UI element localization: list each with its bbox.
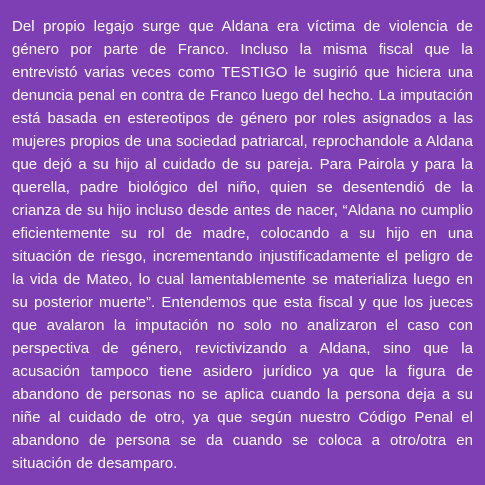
body-paragraph: Del propio legajo surge que Aldana era víctima de violencia de género por parte de Franco. Incluso la misma fiscal que la entrevistó varias veces como TESTIGO le sugirió que hiciera una denuncia penal en contra de Franco luego del hecho. La imputación está basada en estereotipos de género por roles asignados a las mujeres propios de una sociedad patriarcal, reprochandole a Aldana que dejó a su hijo al cuidado de su pareja. Para Pairola y para la querella, padre biológico del niño, quien se desentendió de la crianza de su hijo incluso desde antes de nacer, “Aldana no cumplio eficientemente su rol de madre, colocando a su hijo en una situación de riesgo, incrementando injustificadamente el peligro de la vida de Mateo, lo cual lamentablemente se materializa luego en su posterior muerte”. Entendemos que esta fiscal y que los jueces que avalaron la imputación no solo no analizaron el caso con perspectiva de género, revictivizando a Aldana, sino que la acusación tampoco tiene asidero jurídico ya que la figura de abandono de personas no se aplica cuando la persona deja a su niñe al cuidado de otro, ya que según nuestro Código Penal el abandono de persona se da cuando se coloca a otro/otra en situación de desamparo. — [12, 18, 473, 472]
